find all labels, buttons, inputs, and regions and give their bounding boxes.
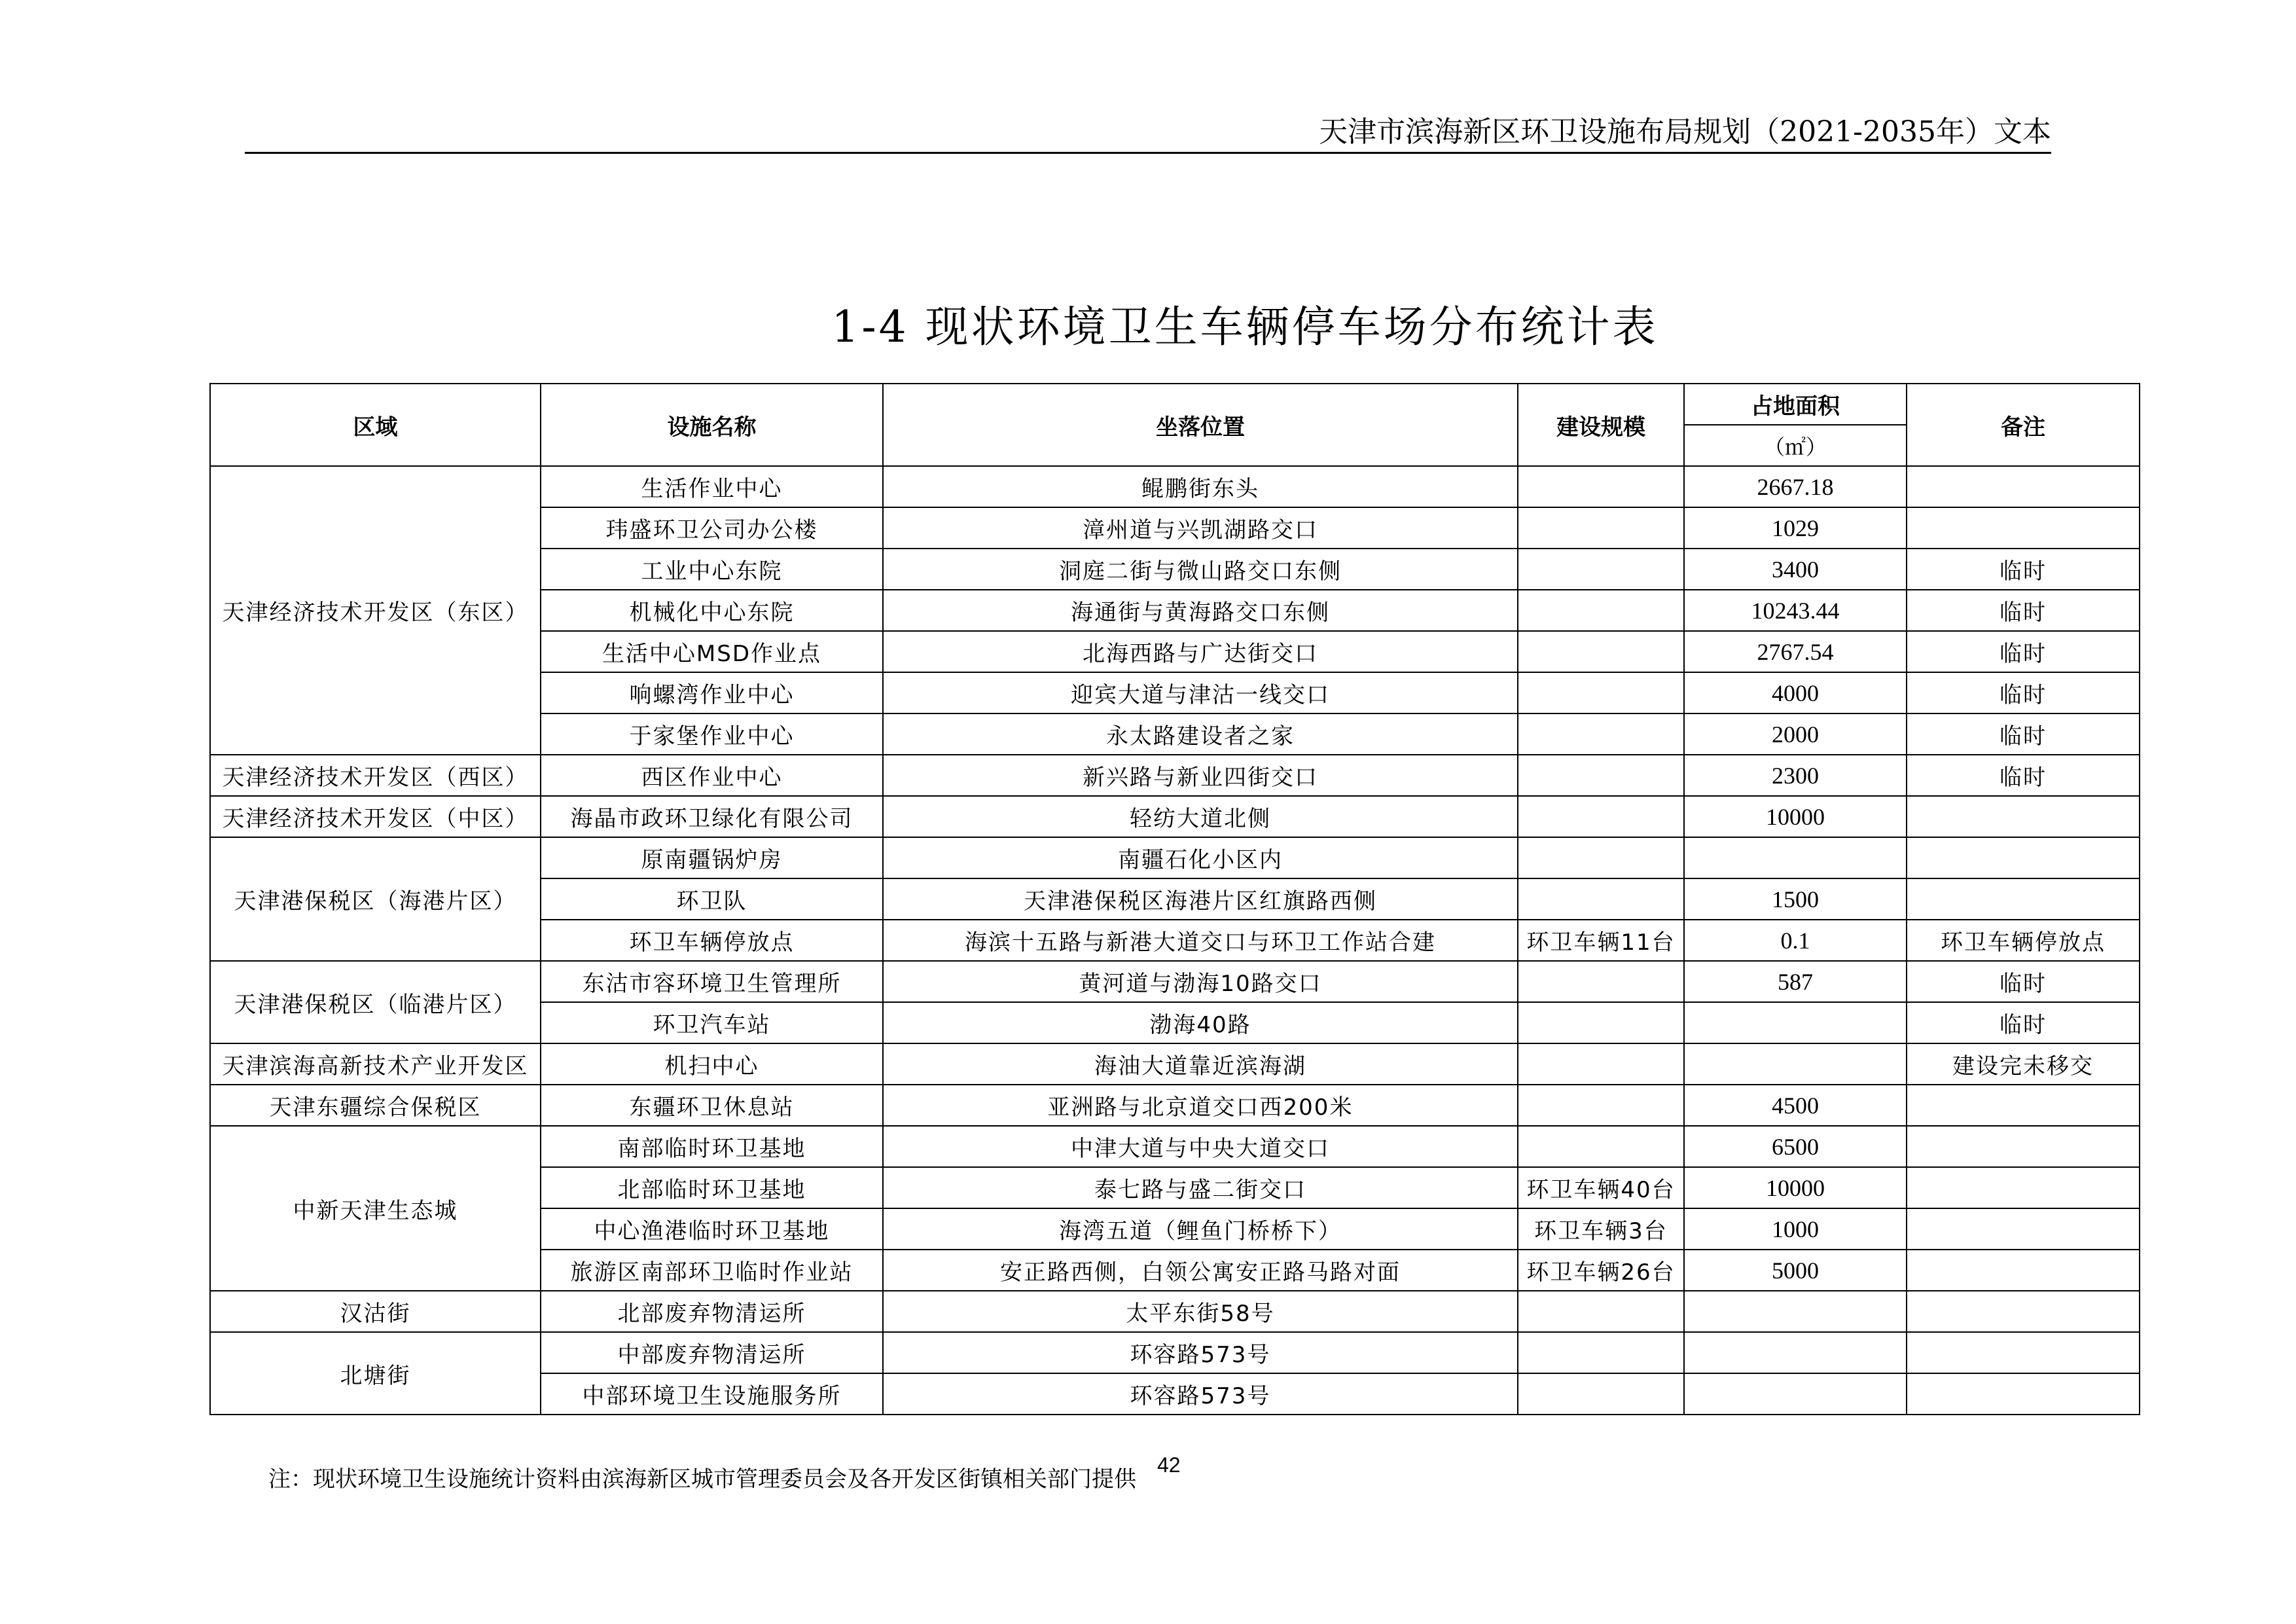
facility-cell: 机扫中心 xyxy=(541,1043,883,1085)
scale-cell xyxy=(1518,631,1684,672)
area-m2-cell: 1500 xyxy=(1684,878,1907,920)
table-row xyxy=(210,1126,2140,1167)
location-cell: 渤海40路 xyxy=(883,1002,1518,1043)
scale-cell xyxy=(1518,590,1684,631)
area-m2-cell: 2767.54 xyxy=(1684,631,1907,672)
remark-cell xyxy=(1907,466,2140,507)
remark-cell: 临时 xyxy=(1907,755,2140,796)
scale-cell xyxy=(1518,1332,1684,1373)
vehicle-parking-table xyxy=(209,383,2140,1415)
facility-cell: 环卫队 xyxy=(541,878,883,920)
facility-cell: 生活中心MSD作业点 xyxy=(541,631,883,672)
remark-cell xyxy=(1907,1167,2140,1208)
area-m2-cell: 1029 xyxy=(1684,507,1907,549)
area-m2-cell: 5000 xyxy=(1684,1250,1907,1291)
scale-cell xyxy=(1518,837,1684,878)
table-row xyxy=(210,796,2140,837)
location-cell: 迎宾大道与津沽一线交口 xyxy=(883,672,1518,713)
scale-cell xyxy=(1518,466,1684,507)
remark-cell: 临时 xyxy=(1907,631,2140,672)
table-row xyxy=(210,837,2140,878)
remark-cell: 临时 xyxy=(1907,713,2140,755)
facility-cell: 西区作业中心 xyxy=(541,755,883,796)
scale-cell xyxy=(1518,878,1684,920)
area-m2-cell: 1000 xyxy=(1684,1208,1907,1250)
scale-cell: 环卫车辆3台 xyxy=(1518,1208,1684,1250)
remark-cell: 临时 xyxy=(1907,672,2140,713)
facility-cell: 北部废弃物清运所 xyxy=(541,1291,883,1332)
area-m2-cell xyxy=(1684,1373,1907,1415)
remark-cell xyxy=(1907,1291,2140,1332)
table-row xyxy=(210,466,2140,507)
location-cell: 太平东街58号 xyxy=(883,1291,1518,1332)
facility-cell: 东沽市容环境卫生管理所 xyxy=(541,961,883,1002)
area-m2-cell: 2300 xyxy=(1684,755,1907,796)
facility-cell: 原南疆锅炉房 xyxy=(541,837,883,878)
table-row xyxy=(210,1332,2140,1373)
remark-cell xyxy=(1907,1373,2140,1415)
location-cell: 北海西路与广达街交口 xyxy=(883,631,1518,672)
scale-cell xyxy=(1518,713,1684,755)
remark-cell: 环卫车辆停放点 xyxy=(1907,920,2140,961)
facility-cell: 海晶市政环卫绿化有限公司 xyxy=(541,796,883,837)
location-cell: 鲲鹏街东头 xyxy=(883,466,1518,507)
scale-cell xyxy=(1518,1002,1684,1043)
header-floor-area-unit: （㎡） xyxy=(1684,425,1907,466)
header-area: 区域 xyxy=(210,384,541,466)
header-facility: 设施名称 xyxy=(541,384,883,466)
facility-cell: 东疆环卫休息站 xyxy=(541,1085,883,1126)
location-cell: 新兴路与新业四街交口 xyxy=(883,755,1518,796)
location-cell: 海滨十五路与新港大道交口与环卫工作站合建 xyxy=(883,920,1518,961)
scale-cell xyxy=(1518,549,1684,590)
remark-cell xyxy=(1907,1250,2140,1291)
area-cell: 北塘街 xyxy=(210,1332,541,1415)
remark-cell: 临时 xyxy=(1907,1002,2140,1043)
area-m2-cell: 4000 xyxy=(1684,672,1907,713)
area-cell: 天津东疆综合保税区 xyxy=(210,1085,541,1126)
scale-cell xyxy=(1518,1373,1684,1415)
location-cell: 南疆石化小区内 xyxy=(883,837,1518,878)
table-row xyxy=(210,1043,2140,1085)
location-cell: 环容路573号 xyxy=(883,1373,1518,1415)
area-m2-cell: 587 xyxy=(1684,961,1907,1002)
facility-cell: 中部废弃物清运所 xyxy=(541,1332,883,1373)
area-cell: 天津经济技术开发区（东区） xyxy=(210,466,541,755)
facility-cell: 中部环境卫生设施服务所 xyxy=(541,1373,883,1415)
location-cell: 亚洲路与北京道交口西200米 xyxy=(883,1085,1518,1126)
location-cell: 漳州道与兴凯湖路交口 xyxy=(883,507,1518,549)
remark-cell: 临时 xyxy=(1907,590,2140,631)
area-cell: 天津经济技术开发区（中区） xyxy=(210,796,541,837)
area-m2-cell xyxy=(1684,1332,1907,1373)
table-row xyxy=(210,1291,2140,1332)
scale-cell xyxy=(1518,1085,1684,1126)
facility-cell: 于家堡作业中心 xyxy=(541,713,883,755)
remark-cell xyxy=(1907,1332,2140,1373)
page-number: 42 xyxy=(1157,1453,1181,1477)
location-cell: 中津大道与中央大道交口 xyxy=(883,1126,1518,1167)
area-m2-cell xyxy=(1684,837,1907,878)
header-floor-area: 占地面积 xyxy=(1684,384,1907,425)
facility-cell: 中心渔港临时环卫基地 xyxy=(541,1208,883,1250)
remark-cell xyxy=(1907,507,2140,549)
header-divider xyxy=(245,152,2051,154)
facility-cell: 工业中心东院 xyxy=(541,549,883,590)
header-scale: 建设规模 xyxy=(1518,384,1684,466)
header-location: 坐落位置 xyxy=(883,384,1518,466)
scale-cell: 环卫车辆26台 xyxy=(1518,1250,1684,1291)
facility-cell: 响螺湾作业中心 xyxy=(541,672,883,713)
facility-cell: 南部临时环卫基地 xyxy=(541,1126,883,1167)
area-m2-cell: 3400 xyxy=(1684,549,1907,590)
facility-cell: 生活作业中心 xyxy=(541,466,883,507)
remark-cell xyxy=(1907,796,2140,837)
area-cell: 天津港保税区（临港片区） xyxy=(210,961,541,1043)
remark-cell: 临时 xyxy=(1907,961,2140,1002)
location-cell: 黄河道与渤海10路交口 xyxy=(883,961,1518,1002)
area-m2-cell: 6500 xyxy=(1684,1126,1907,1167)
source-note: 注：现状环境卫生设施统计资料由滨海新区城市管理委员会及各开发区街镇相关部门提供 xyxy=(268,1466,1136,1492)
remark-cell xyxy=(1907,878,2140,920)
location-cell: 轻纺大道北侧 xyxy=(883,796,1518,837)
remark-cell xyxy=(1907,1208,2140,1250)
area-m2-cell: 2000 xyxy=(1684,713,1907,755)
facility-cell: 机械化中心东院 xyxy=(541,590,883,631)
table-title: 1-4 现状环境卫生车辆停车场分布统计表 xyxy=(831,302,1659,352)
scale-cell: 环卫车辆40台 xyxy=(1518,1167,1684,1208)
location-cell: 海油大道靠近滨海湖 xyxy=(883,1043,1518,1085)
scale-cell xyxy=(1518,755,1684,796)
facility-cell: 环卫车辆停放点 xyxy=(541,920,883,961)
location-cell: 泰七路与盛二街交口 xyxy=(883,1167,1518,1208)
area-cell: 天津经济技术开发区（西区） xyxy=(210,755,541,796)
area-cell: 天津滨海高新技术产业开发区 xyxy=(210,1043,541,1085)
scale-cell: 环卫车辆11台 xyxy=(1518,920,1684,961)
remark-cell: 临时 xyxy=(1907,549,2140,590)
facility-cell: 环卫汽车站 xyxy=(541,1002,883,1043)
area-m2-cell xyxy=(1684,1043,1907,1085)
area-m2-cell xyxy=(1684,1291,1907,1332)
table-row xyxy=(210,961,2140,1002)
area-m2-cell: 10243.44 xyxy=(1684,590,1907,631)
remark-cell xyxy=(1907,837,2140,878)
header-title: 天津市滨海新区环卫设施布局规划（2021-2035年）文本 xyxy=(1319,115,2051,149)
area-cell: 中新天津生态城 xyxy=(210,1126,541,1291)
location-cell: 天津港保税区海港片区红旗路西侧 xyxy=(883,878,1518,920)
area-cell: 天津港保税区（海港片区） xyxy=(210,837,541,961)
area-cell: 汉沽街 xyxy=(210,1291,541,1332)
remark-cell xyxy=(1907,1126,2140,1167)
area-m2-cell xyxy=(1684,1002,1907,1043)
scale-cell xyxy=(1518,672,1684,713)
area-m2-cell: 10000 xyxy=(1684,796,1907,837)
scale-cell xyxy=(1518,1043,1684,1085)
table-row xyxy=(210,1085,2140,1126)
location-cell: 海通街与黄海路交口东侧 xyxy=(883,590,1518,631)
facility-cell: 玮盛环卫公司办公楼 xyxy=(541,507,883,549)
remark-cell xyxy=(1907,1085,2140,1126)
location-cell: 环容路573号 xyxy=(883,1332,1518,1373)
facility-cell: 北部临时环卫基地 xyxy=(541,1167,883,1208)
area-m2-cell: 2667.18 xyxy=(1684,466,1907,507)
area-m2-cell: 0.1 xyxy=(1684,920,1907,961)
facility-cell: 旅游区南部环卫临时作业站 xyxy=(541,1250,883,1291)
table-header-row xyxy=(210,384,2140,425)
remark-cell: 建设完未移交 xyxy=(1907,1043,2140,1085)
table-row xyxy=(210,755,2140,796)
location-cell: 海湾五道（鲤鱼门桥桥下） xyxy=(883,1208,1518,1250)
scale-cell xyxy=(1518,961,1684,1002)
area-m2-cell: 10000 xyxy=(1684,1167,1907,1208)
location-cell: 永太路建设者之家 xyxy=(883,713,1518,755)
area-m2-cell: 4500 xyxy=(1684,1085,1907,1126)
header-remark: 备注 xyxy=(1907,384,2140,466)
scale-cell xyxy=(1518,507,1684,549)
location-cell: 洞庭二街与微山路交口东侧 xyxy=(883,549,1518,590)
scale-cell xyxy=(1518,1126,1684,1167)
scale-cell xyxy=(1518,1291,1684,1332)
location-cell: 安正路西侧，白领公寓安正路马路对面 xyxy=(883,1250,1518,1291)
scale-cell xyxy=(1518,796,1684,837)
